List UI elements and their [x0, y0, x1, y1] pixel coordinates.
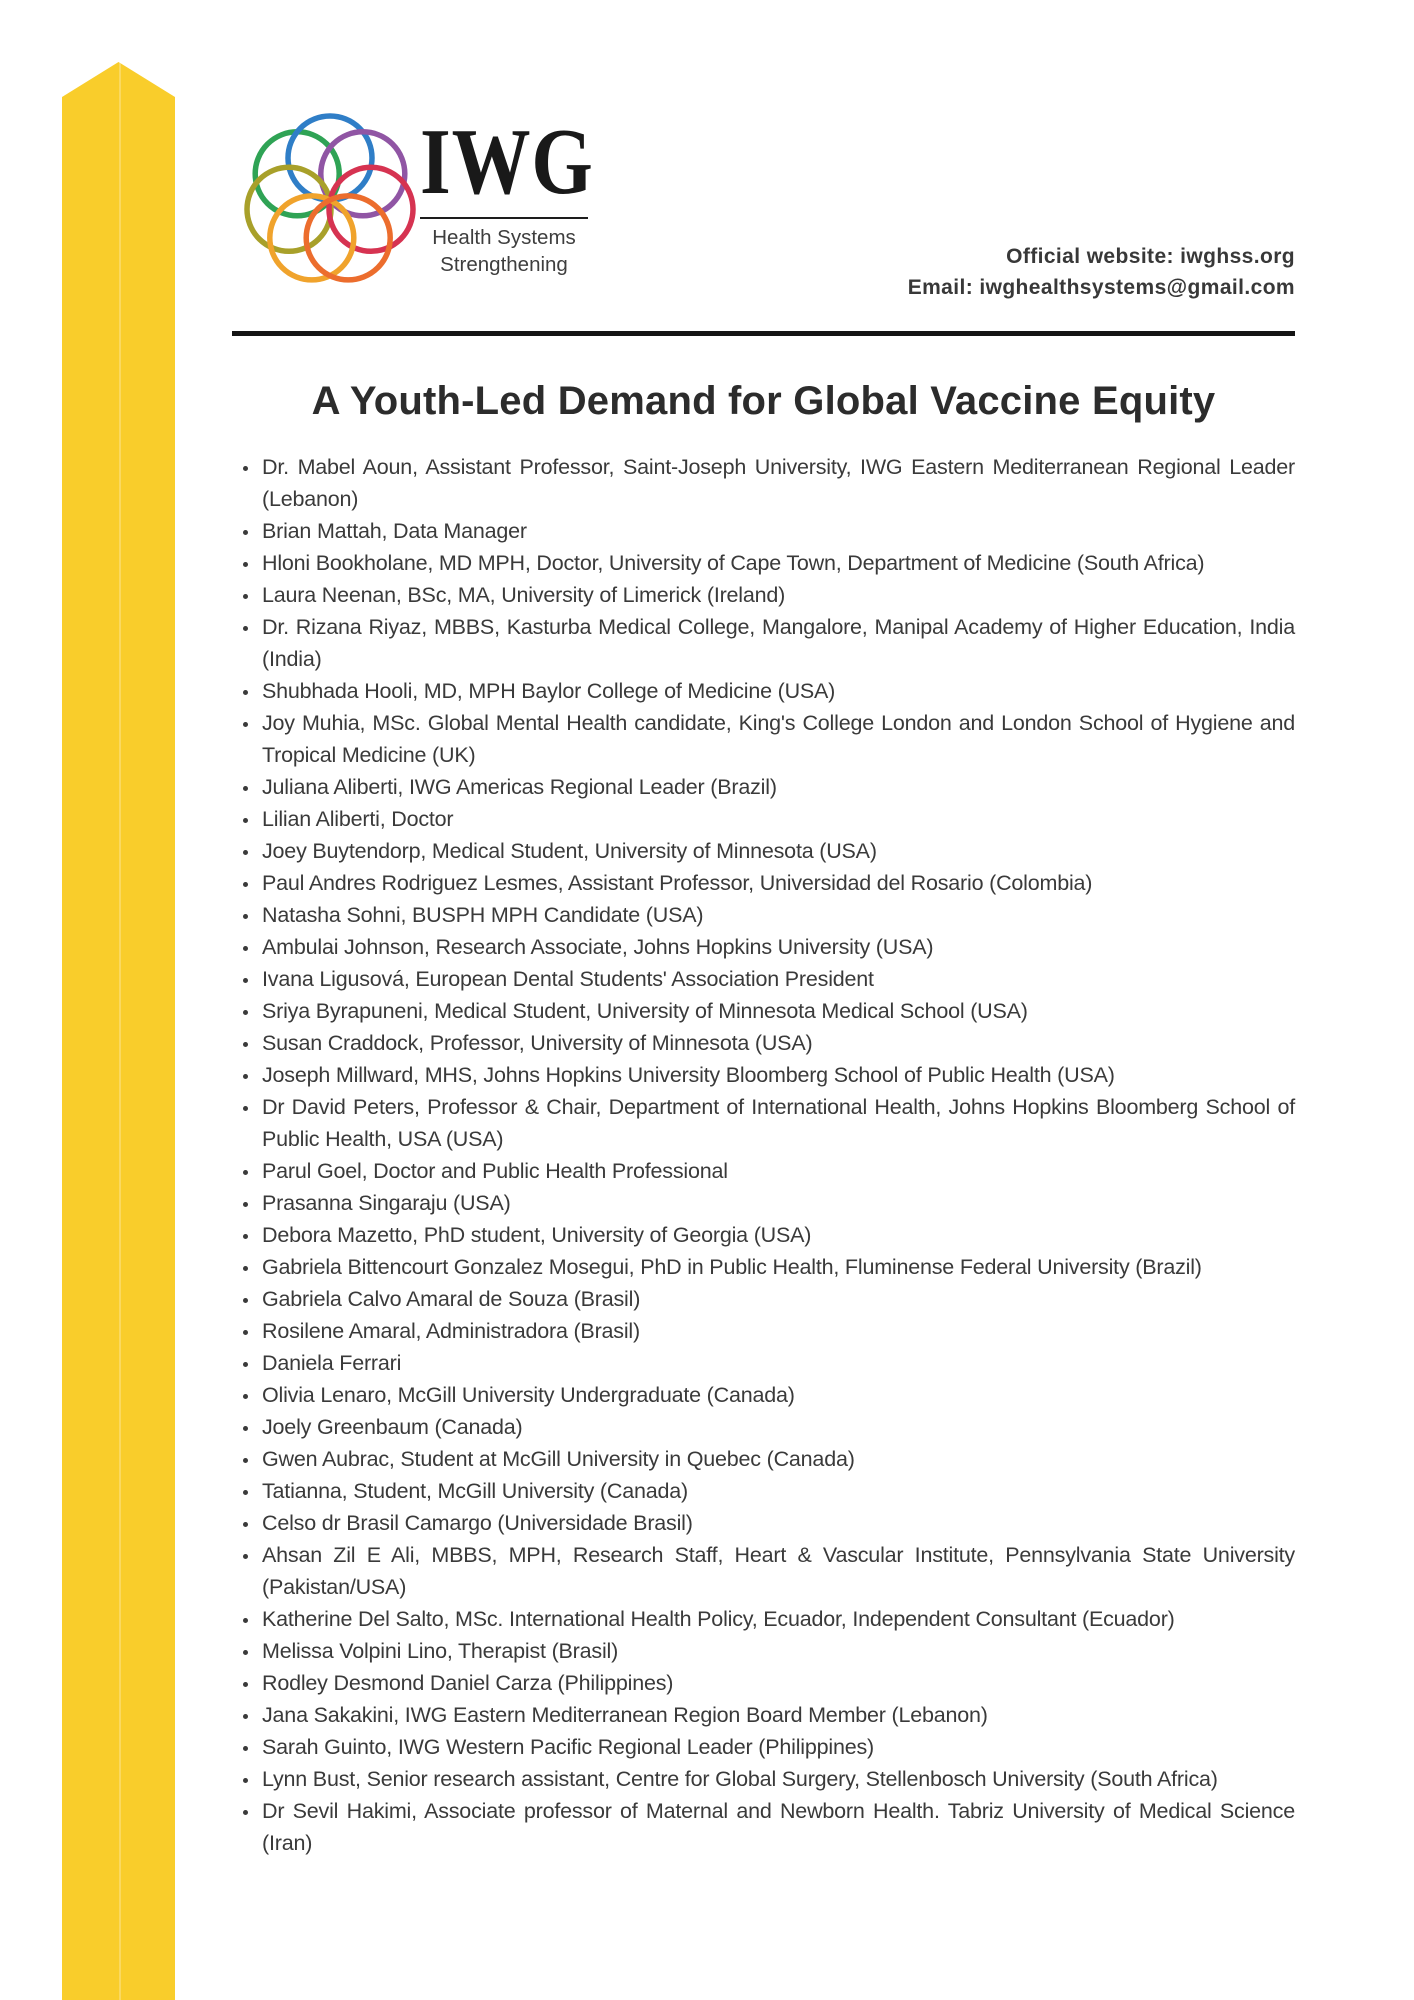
ribbon-seam	[119, 62, 121, 2000]
signatories-section	[232, 451, 1295, 1859]
list-item: • Tatianna, Student, McGill University (Canada)	[260, 1475, 1295, 1507]
list-item: • Joy Muhia, MSc. Global Mental Health candidate, King's College London and London School of Hygiene and Tropical Medicine (UK)	[260, 707, 1295, 771]
logo-text-block	[420, 110, 594, 278]
list-item: • Sriya Byrapuneni, Medical Student, University of Minnesota Medical School (USA)	[260, 995, 1295, 1027]
iwg-logo-flower-icon	[242, 112, 418, 288]
yellow-ribbon	[62, 62, 175, 2000]
logo-ring	[288, 116, 372, 200]
list-item: • Debora Mazetto, PhD student, University of Georgia (USA)	[260, 1219, 1295, 1251]
list-item: • Ambulai Johnson, Research Associate, Johns Hopkins University (USA)	[260, 931, 1295, 963]
list-item: • Olivia Lenaro, McGill University Undergraduate (Canada)	[260, 1379, 1295, 1411]
logo-acronym: IWG	[420, 110, 594, 214]
signatories-list	[232, 451, 1295, 1859]
list-item: • Parul Goel, Doctor and Public Health Professional	[260, 1155, 1295, 1187]
email-text: Email: iwghealthsystems@gmail.com	[907, 276, 1295, 299]
list-item: • Celso dr Brasil Camargo (Universidade Brasil)	[260, 1507, 1295, 1539]
list-item: • Gwen Aubrac, Student at McGill University in Quebec (Canada)	[260, 1443, 1295, 1475]
list-item: • Dr. Mabel Aoun, Assistant Professor, Saint-Joseph University, IWG Eastern Mediterranean Regional Leader (Lebanon)	[260, 451, 1295, 515]
list-item: • Ahsan Zil E Ali, MBBS, MPH, Research Staff, Heart & Vascular Institute, Pennsylvania State University (Pakistan/USA)	[260, 1539, 1295, 1603]
list-item: • Brian Mattah, Data Manager	[260, 515, 1295, 547]
logo-rule	[420, 217, 588, 219]
list-item: • Rosilene Amaral, Administradora (Brasil)	[260, 1315, 1295, 1347]
list-item: • Paul Andres Rodriguez Lesmes, Assistant Professor, Universidad del Rosario (Colombia)	[260, 867, 1295, 899]
list-item: • Katherine Del Salto, MSc. International Health Policy, Ecuador, Independent Consultant (Ecuador)	[260, 1603, 1295, 1635]
list-item: • Lynn Bust, Senior research assistant, Centre for Global Surgery, Stellenbosch University (South Africa)	[260, 1763, 1295, 1795]
list-item: • Dr David Peters, Professor & Chair, Department of International Health, Johns Hopkins Bloomberg School of Public Health, USA (USA)	[260, 1091, 1295, 1155]
list-item: • Laura Neenan, BSc, MA, University of Limerick (Ireland)	[260, 579, 1295, 611]
list-item: • Shubhada Hooli, MD, MPH Baylor College of Medicine (USA)	[260, 675, 1295, 707]
official-website-text: Official website: iwghss.org	[1006, 245, 1295, 268]
list-item: • Sarah Guinto, IWG Western Pacific Regional Leader (Philippines)	[260, 1731, 1295, 1763]
logo-tagline-line2: Strengthening	[440, 253, 568, 276]
list-item: • Daniela Ferrari	[260, 1347, 1295, 1379]
page-title: A Youth-Led Demand for Global Vaccine Equity	[311, 379, 1216, 423]
list-item: • Hloni Bookholane, MD MPH, Doctor, University of Cape Town, Department of Medicine (South Africa)	[260, 547, 1295, 579]
list-item: • Gabriela Bittencourt Gonzalez Mosegui, PhD in Public Health, Fluminense Federal University (Brazil)	[260, 1251, 1295, 1283]
list-item: • Joely Greenbaum (Canada)	[260, 1411, 1295, 1443]
list-item: • Joey Buytendorp, Medical Student, University of Minnesota (USA)	[260, 835, 1295, 867]
list-item: • Juliana Aliberti, IWG Americas Regional Leader (Brazil)	[260, 771, 1295, 803]
list-item: • Joseph Millward, MHS, Johns Hopkins University Bloomberg School of Public Health (USA)	[260, 1059, 1295, 1091]
header-divider	[232, 331, 1295, 336]
list-item: • Jana Sakakini, IWG Eastern Mediterranean Region Board Member (Lebanon)	[260, 1699, 1295, 1731]
list-item: • Prasanna Singaraju (USA)	[260, 1187, 1295, 1219]
list-item: • Lilian Aliberti, Doctor	[260, 803, 1295, 835]
list-item: • Rodley Desmond Daniel Carza (Philippines)	[260, 1667, 1295, 1699]
list-item: • Susan Craddock, Professor, University of Minnesota (USA)	[260, 1027, 1295, 1059]
list-item: • Dr Sevil Hakimi, Associate professor of Maternal and Newborn Health. Tabriz University of Medical Science (Iran)	[260, 1795, 1295, 1859]
logo-tagline-line1: Health Systems	[432, 226, 576, 249]
list-item: • Gabriela Calvo Amaral de Souza (Brasil)	[260, 1283, 1295, 1315]
logo-tagline	[420, 224, 588, 278]
list-item: • Melissa Volpini Lino, Therapist (Brasil)	[260, 1635, 1295, 1667]
list-item: • Natasha Sohni, BUSPH MPH Candidate (USA)	[260, 899, 1295, 931]
contact-block	[908, 241, 1295, 303]
list-item: • Ivana Ligusová, European Dental Students' Association President	[260, 963, 1295, 995]
list-item: • Dr. Rizana Riyaz, MBBS, Kasturba Medical College, Mangalore, Manipal Academy of Higher Education, India (India)	[260, 611, 1295, 675]
